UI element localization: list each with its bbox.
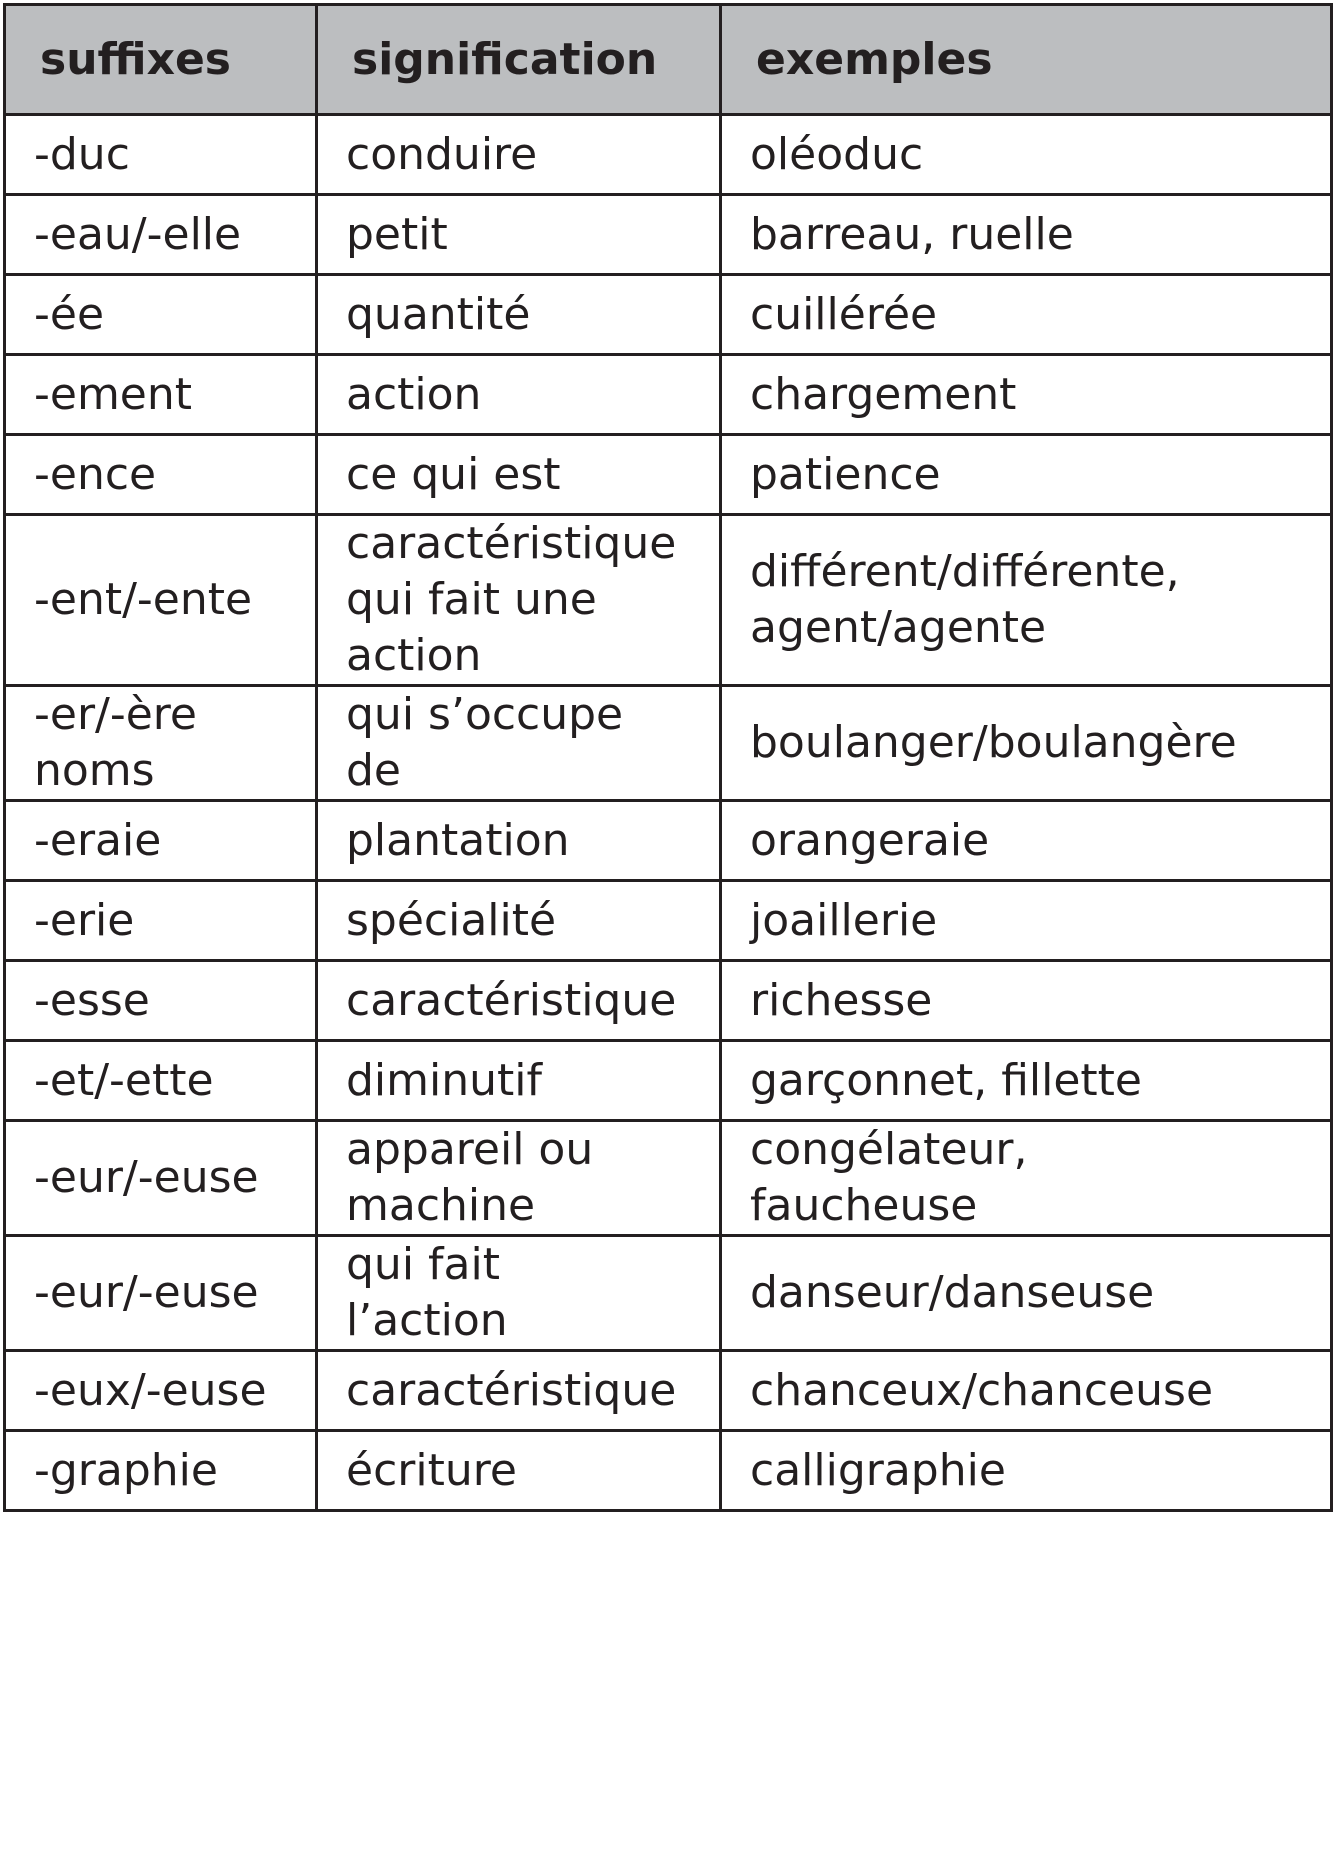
signification-cell: spécialité [317,881,721,961]
signification-cell: écriture [317,1431,721,1511]
signification-cell: qui s’occupe de [317,686,721,801]
table-row [5,1121,1332,1236]
table-row [5,275,1332,355]
table-row [5,1431,1332,1511]
example-cell: oléoduc [721,115,1332,195]
table-row [5,435,1332,515]
table-row [5,1236,1332,1351]
table-row [5,515,1332,686]
suffix-cell: -erie [5,881,317,961]
signification-cell: ce qui est [317,435,721,515]
suffix-cell: -ence [5,435,317,515]
suffix-cell: -ent/-ente [5,515,317,686]
example-cell: orangeraie [721,801,1332,881]
signification-cell: diminutif [317,1041,721,1121]
example-cell: barreau, ruelle [721,195,1332,275]
table-row [5,115,1332,195]
example-cell: danseur/danseuse [721,1236,1332,1351]
example-cell: garçonnet, fillette [721,1041,1332,1121]
suffix-cell: -duc [5,115,317,195]
suffix-cell: -graphie [5,1431,317,1511]
signification-cell: caractéristique [317,1351,721,1431]
suffix-cell: -esse [5,961,317,1041]
suffix-cell: -eux/-euse [5,1351,317,1431]
table-row [5,801,1332,881]
suffix-cell: -eau/-elle [5,195,317,275]
table-row [5,195,1332,275]
table-header-row [5,5,1332,115]
example-cell: patience [721,435,1332,515]
table-body [5,115,1332,1511]
signification-cell: caractéristique qui fait une action [317,515,721,686]
suffix-cell: -ement [5,355,317,435]
column-header-signification: signification [317,5,721,115]
signification-cell: plantation [317,801,721,881]
example-cell: chargement [721,355,1332,435]
example-cell: richesse [721,961,1332,1041]
suffix-cell: -eur/-euse [5,1236,317,1351]
suffix-table [3,3,1333,1512]
example-cell: congélateur, faucheuse [721,1121,1332,1236]
signification-cell: quantité [317,275,721,355]
table-row [5,961,1332,1041]
suffix-cell: -eraie [5,801,317,881]
table-row [5,686,1332,801]
example-cell: différent/différente, agent/agente [721,515,1332,686]
suffix-cell: -ée [5,275,317,355]
signification-cell: petit [317,195,721,275]
table-row [5,1041,1332,1121]
table-row [5,881,1332,961]
example-cell: chanceux/chanceuse [721,1351,1332,1431]
signification-cell: caractéristique [317,961,721,1041]
signification-cell: appareil ou machine [317,1121,721,1236]
column-header-exemples: exemples [721,5,1332,115]
example-cell: boulanger/boulangère [721,686,1332,801]
suffix-cell: -eur/-euse [5,1121,317,1236]
example-cell: calligraphie [721,1431,1332,1511]
signification-cell: action [317,355,721,435]
suffix-cell: -et/-ette [5,1041,317,1121]
suffix-cell: -er/-ère noms [5,686,317,801]
signification-cell: conduire [317,115,721,195]
table-row [5,1351,1332,1431]
example-cell: cuillérée [721,275,1332,355]
signification-cell: qui fait l’action [317,1236,721,1351]
table-row [5,355,1332,435]
column-header-suffixes: suffixes [5,5,317,115]
example-cell: joaillerie [721,881,1332,961]
